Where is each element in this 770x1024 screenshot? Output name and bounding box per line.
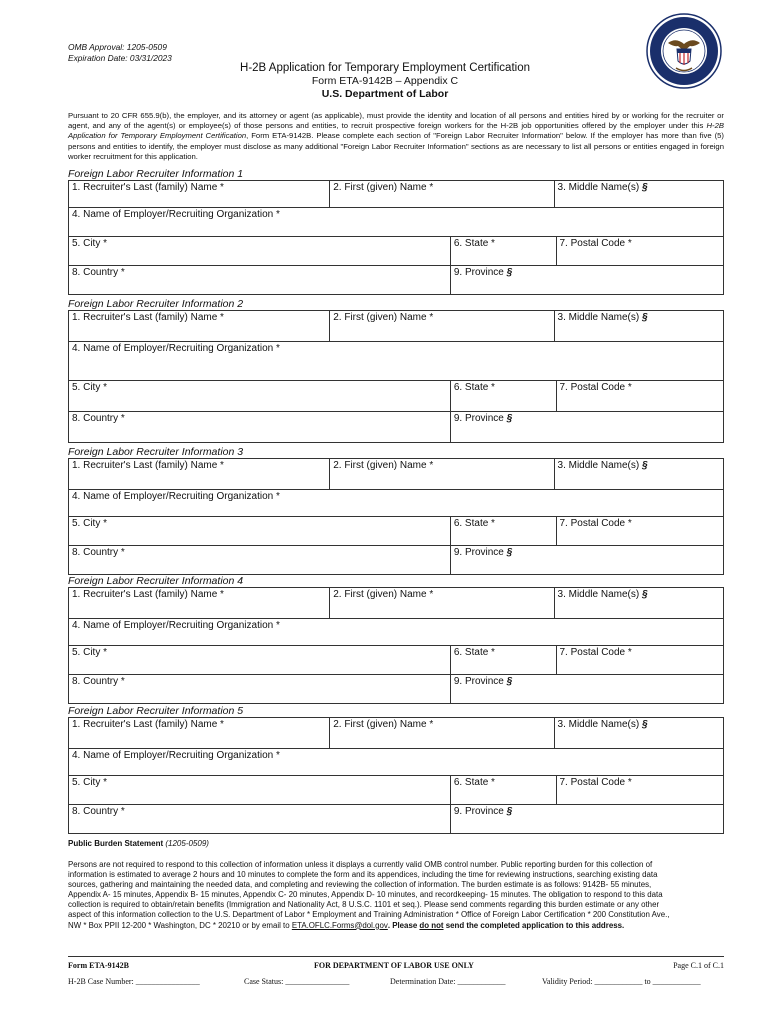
recruiter-section-5 — [68, 705, 724, 834]
postal-code-field[interactable]: 7. Postal Code * — [559, 238, 632, 249]
last-name-field[interactable]: 1. Recruiter's Last (family) Name * — [69, 311, 330, 341]
country-field[interactable]: 8. Country * — [69, 546, 451, 574]
province-field[interactable]: 9. Province § — [453, 267, 513, 278]
footer-page: Page C.1 of C.1 — [673, 961, 724, 970]
footer-case-number: H-2B Case Number: ________________ — [68, 977, 200, 986]
section-title: Foreign Labor Recruiter Information 5 — [68, 705, 244, 717]
employer-name-field[interactable]: 4. Name of Employer/Recruiting Organization * — [72, 750, 280, 761]
footer-validity-period: Validity Period: ____________ to ____________ — [542, 977, 701, 986]
omb-expiration: Expiration Date: 03/31/2023 — [68, 52, 172, 63]
first-name-field[interactable]: 2. First (given) Name * — [330, 459, 554, 489]
employer-name-field[interactable]: 4. Name of Employer/Recruiting Organization * — [72, 343, 280, 354]
last-name-field[interactable]: 1. Recruiter's Last (family) Name * — [69, 181, 330, 207]
burden-title: Public Burden Statement (1205-0509) — [68, 839, 209, 848]
city-field[interactable]: 5. City * — [69, 517, 451, 545]
middle-name-field[interactable]: 3. Middle Name(s) § — [557, 460, 648, 471]
burden-statement: Persons are not required to respond to this collection of information unless it displays a currently valid OMB control number. Public reporting burden for this collection of information is estimated to average 2 hours and 10 minutes to complete the form and its appendices, including the time for reviewing instructions, searching existing data sources, gathering and maintaining the needed data, and completing and reviewing the collection of information. The burden estimate is as follows: 9142B- 55 minutes, Appendix A- 15 minutes, Appendix B- 15 minutes, Appendix C- 20 minutes, Appendix D- 10 minutes, and recordkeeping- 15 minutes. The obligation to respond to this data collection is required to obtain/retain benefits (Immigration and Nationality Act, 8 U.S.C. 1101 et seq.). Please send comments regarding this burden estimate or any other aspect of this information collection to the U.S. Department of Labor * Employment and Training Administration * Office of Foreign Labor Certification * 200 Constitution Ave., NW * Box PPII 12-200 * Washington, DC * 20210 or by email to ETA.OFLC.Forms@dol.gov. Please do not send the completed application to this address. — [68, 860, 670, 930]
state-field[interactable]: 6. State * — [451, 517, 557, 545]
last-name-field[interactable]: 1. Recruiter's Last (family) Name * — [69, 459, 330, 489]
form-title: H-2B Application for Temporary Employment Certification — [240, 62, 530, 74]
section-title: Foreign Labor Recruiter Information 1 — [68, 168, 244, 180]
recruiter-section-4 — [68, 575, 724, 704]
section-title: Foreign Labor Recruiter Information 4 — [68, 575, 244, 587]
middle-name-field[interactable]: 3. Middle Name(s) § — [557, 182, 648, 193]
state-field[interactable]: 6. State * — [451, 237, 557, 265]
employer-name-field[interactable]: 4. Name of Employer/Recruiting Organization * — [72, 209, 280, 220]
province-field[interactable]: 9. Province § — [453, 547, 513, 558]
first-name-field[interactable]: 2. First (given) Name * — [330, 311, 554, 341]
form-title-block — [0, 62, 770, 101]
footer-case-status: Case Status: ________________ — [244, 977, 350, 986]
first-name-field[interactable]: 2. First (given) Name * — [330, 718, 554, 748]
country-field[interactable]: 8. Country * — [69, 266, 451, 294]
state-field[interactable]: 6. State * — [451, 381, 557, 411]
intro-paragraph: Pursuant to 20 CFR 655.9(b), the employer, and its attorney or agent (as applicable), must provide the identity and location of all persons and entities hired by or working for the recruiter or agent, and any of the agent(s) or employee(s) of those persons and entities, to recruit prospective foreign workers for the H-2B job opportunities offered by the employer under this H-2B Application for Temporary Employment Certification, Form ETA-9142B. Please complete each section of "Foreign Labor Recruiter Information" below. If the employer has more than five (5) persons and entities to identify, the employer must disclose as many additional "Foreign Labor Recruiter Information" sections as are necessary to list all persons or entities engaged in foreign worker recruitment for this application. — [68, 111, 724, 161]
postal-code-field[interactable]: 7. Postal Code * — [559, 647, 632, 658]
state-field[interactable]: 6. State * — [451, 776, 557, 804]
province-field[interactable]: 9. Province § — [453, 413, 513, 424]
agency-name: U.S. Department of Labor — [321, 88, 449, 100]
province-field[interactable]: 9. Province § — [453, 806, 513, 817]
email-link[interactable]: ETA.OFLC.Forms@dol.gov — [291, 920, 388, 930]
recruiter-section-3 — [68, 446, 724, 575]
country-field[interactable]: 8. Country * — [69, 412, 451, 442]
last-name-field[interactable]: 1. Recruiter's Last (family) Name * — [69, 718, 330, 748]
middle-name-field[interactable]: 3. Middle Name(s) § — [557, 719, 648, 730]
city-field[interactable]: 5. City * — [69, 776, 451, 804]
form-subtitle: Form ETA-9142B – Appendix C — [311, 75, 459, 87]
country-field[interactable]: 8. Country * — [69, 805, 451, 833]
section-title: Foreign Labor Recruiter Information 2 — [68, 298, 244, 310]
first-name-field[interactable]: 2. First (given) Name * — [330, 181, 554, 207]
country-field[interactable]: 8. Country * — [69, 675, 451, 703]
postal-code-field[interactable]: 7. Postal Code * — [559, 777, 632, 788]
middle-name-field[interactable]: 3. Middle Name(s) § — [557, 589, 648, 600]
footer — [68, 956, 724, 991]
city-field[interactable]: 5. City * — [69, 381, 451, 411]
omb-approval: OMB Approval: 1205-0509 — [68, 42, 167, 52]
omb-info — [68, 42, 172, 63]
footer-form-id: Form ETA-9142B — [68, 961, 129, 970]
city-field[interactable]: 5. City * — [69, 646, 451, 674]
postal-code-field[interactable]: 7. Postal Code * — [559, 518, 632, 529]
postal-code-field[interactable]: 7. Postal Code * — [559, 382, 632, 393]
state-field[interactable]: 6. State * — [451, 646, 557, 674]
last-name-field[interactable]: 1. Recruiter's Last (family) Name * — [69, 588, 330, 618]
footer-determination-date: Determination Date: ____________ — [390, 977, 506, 986]
recruiter-section-1 — [68, 168, 724, 295]
footer-use-only: FOR DEPARTMENT OF LABOR USE ONLY — [314, 961, 474, 970]
recruiter-section-2 — [68, 298, 724, 443]
first-name-field[interactable]: 2. First (given) Name * — [330, 588, 554, 618]
province-field[interactable]: 9. Province § — [453, 676, 513, 687]
middle-name-field[interactable]: 3. Middle Name(s) § — [557, 312, 648, 323]
employer-name-field[interactable]: 4. Name of Employer/Recruiting Organization * — [72, 620, 280, 631]
city-field[interactable]: 5. City * — [69, 237, 451, 265]
section-title: Foreign Labor Recruiter Information 3 — [68, 446, 244, 458]
employer-name-field[interactable]: 4. Name of Employer/Recruiting Organization * — [72, 491, 280, 502]
